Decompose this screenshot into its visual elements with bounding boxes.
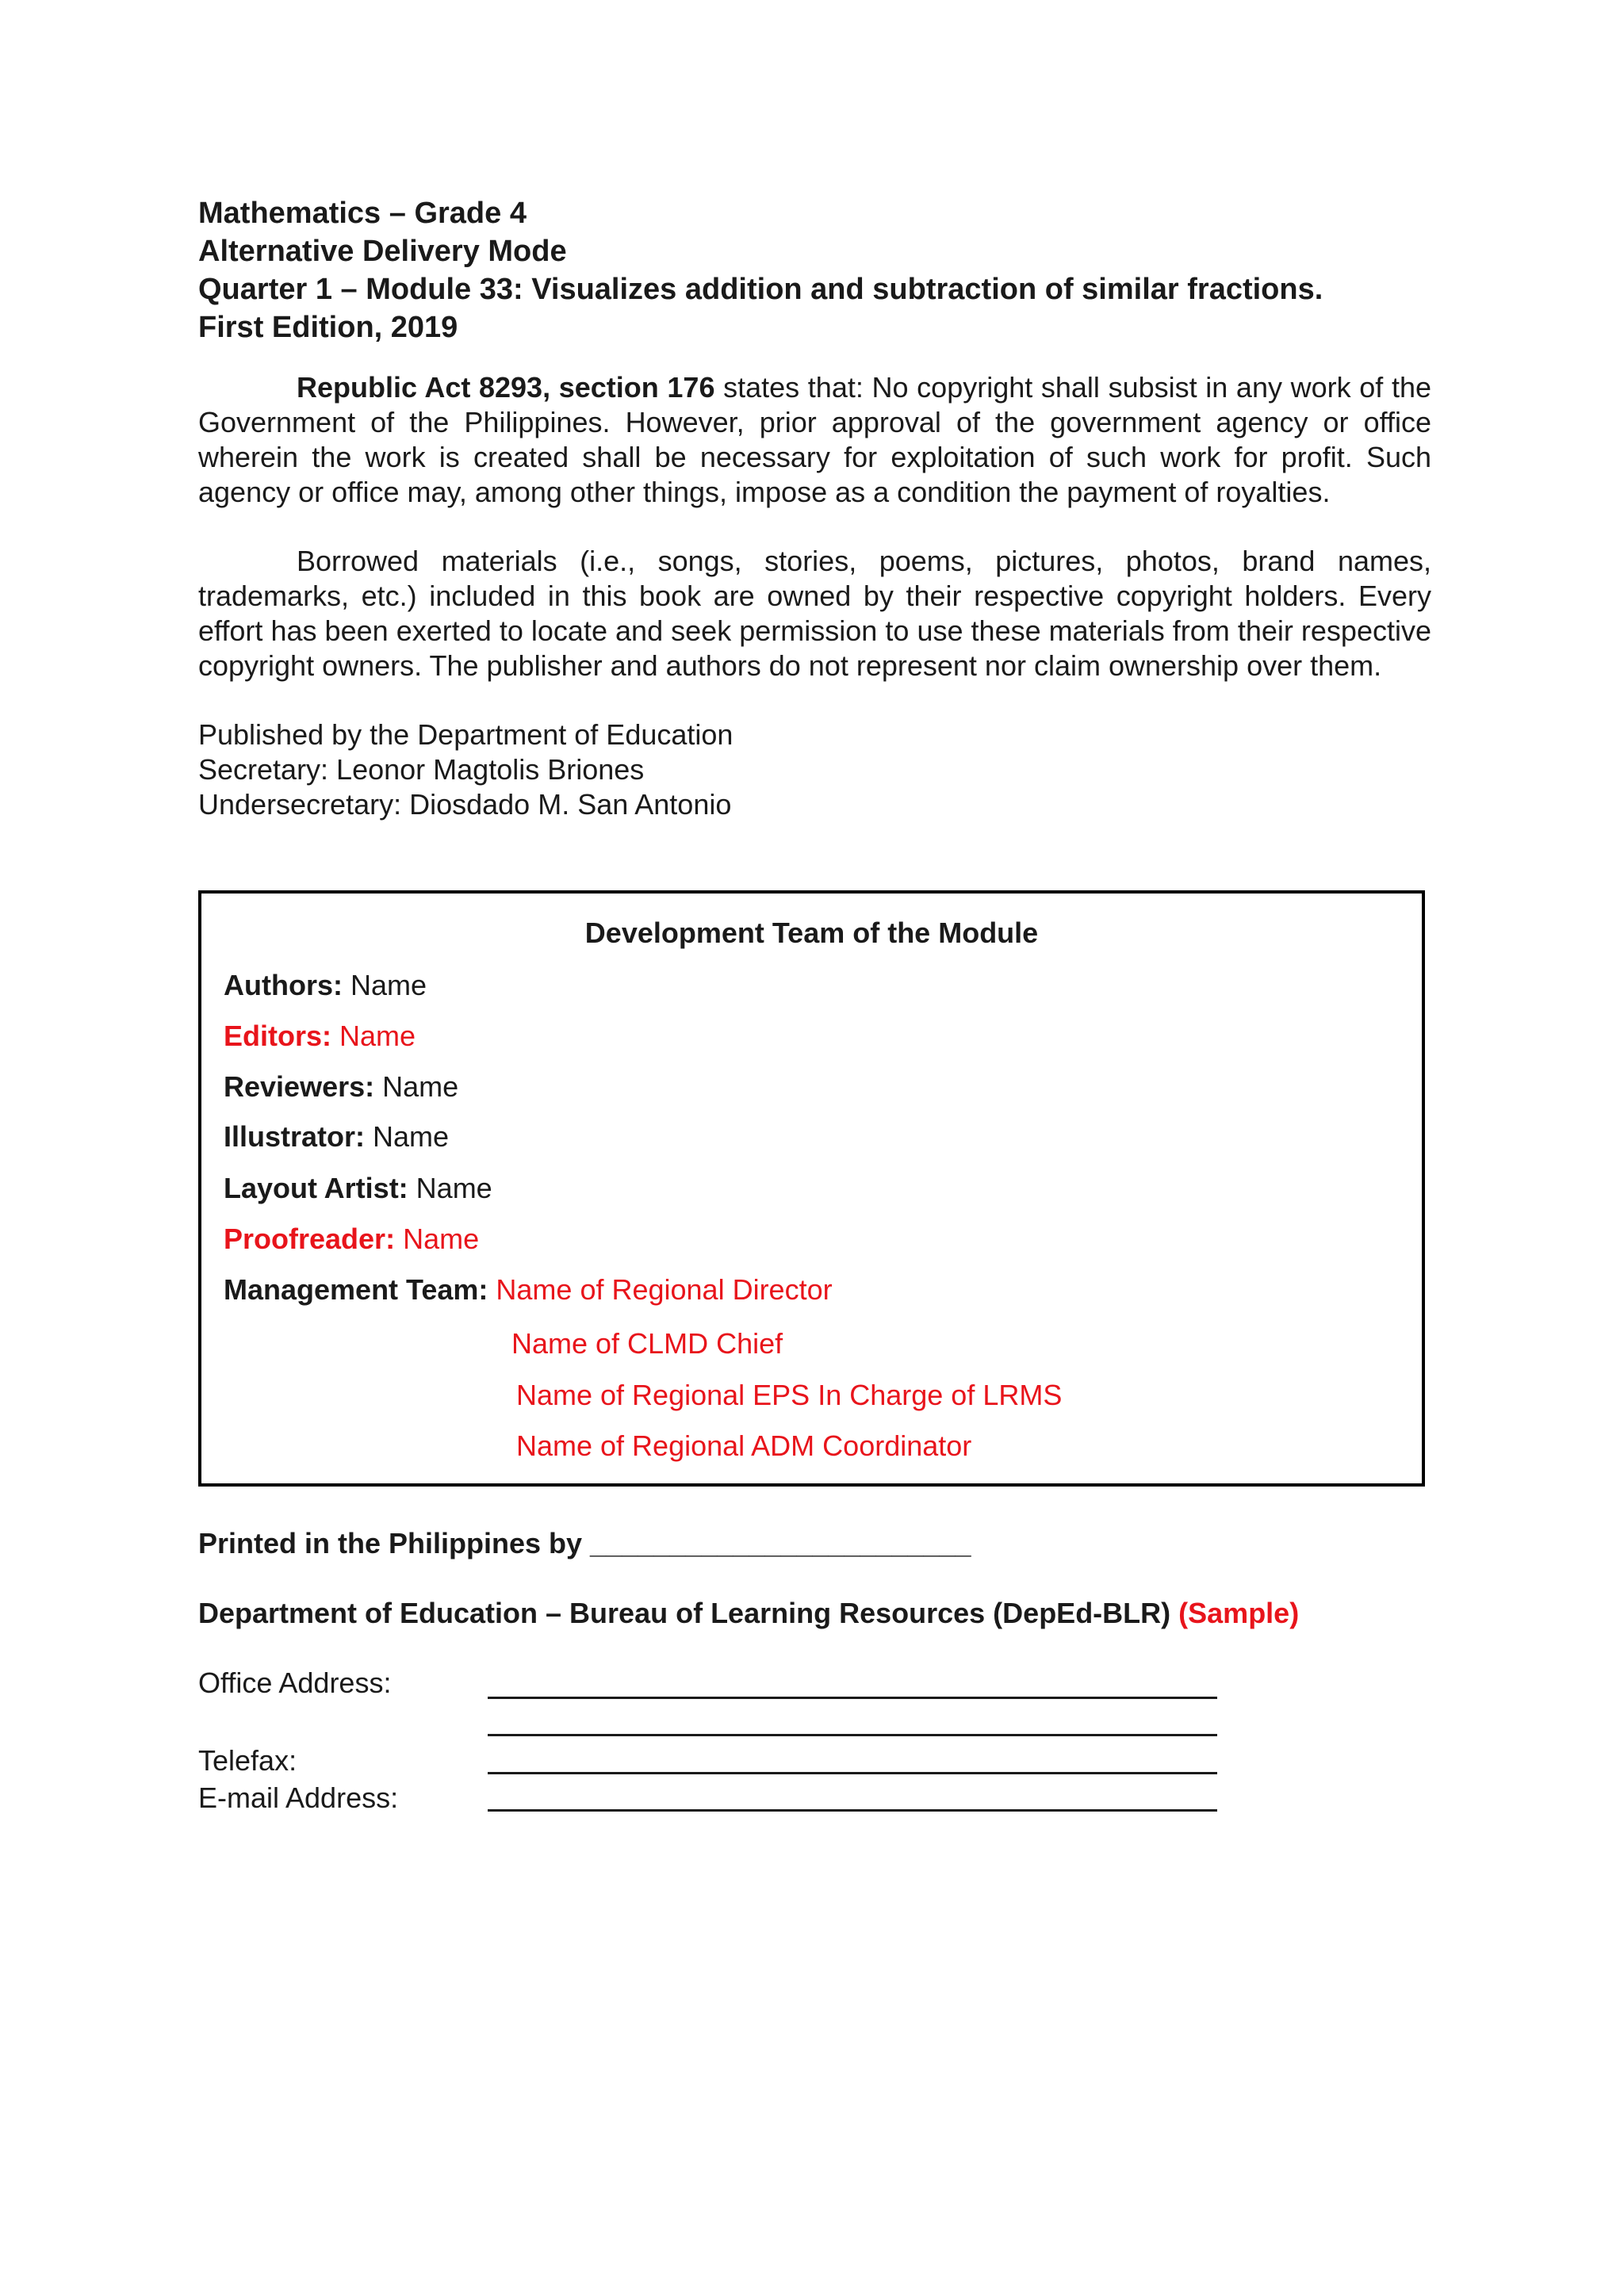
copyright-page	[198, 194, 1431, 1814]
deped-blr-line	[198, 1596, 1299, 1631]
authors-row	[224, 968, 427, 1003]
illustrator-value: Name	[365, 1120, 450, 1153]
reviewers-row	[224, 1070, 458, 1104]
telefax-label: Telefax:	[198, 1744, 297, 1777]
management-eps-lrms: Name of Regional EPS In Charge of LRMS	[516, 1379, 1063, 1411]
management-regional-director: Name of Regional Director	[488, 1273, 833, 1306]
published-by: Published by the Department of Education	[198, 718, 733, 751]
delivery-mode: Alternative Delivery Mode	[198, 235, 567, 268]
layout-artist-value: Name	[408, 1172, 492, 1204]
deped-blr-name: Department of Education – Bureau of Learning Resources (DepEd-BLR)	[198, 1597, 1179, 1629]
copyright-body: states that: No copyright shall subsist in any work of the Government of the Philippines. However, prior approval of the government agency or office wherein the work is created shall be necessary for exploitation of such work for profit. Such agency or office may, among other things, impose as a condition the payment of royalties.	[198, 371, 1431, 508]
office-address-line-2	[488, 1734, 1217, 1736]
publisher-info	[198, 718, 1431, 822]
copyright-paragraph	[198, 370, 1431, 510]
layout-artist-row	[224, 1171, 492, 1206]
management-adm-coordinator: Name of Regional ADM Coordinator	[516, 1429, 972, 1462]
republic-act-reference: Republic Act 8293, section 176	[297, 371, 715, 404]
document-header	[198, 194, 1431, 346]
editors-label: Editors:	[224, 1020, 332, 1052]
printed-by: Printed in the Philippines by ________________________	[198, 1527, 971, 1559]
development-team-title: Development Team of the Module	[584, 916, 1039, 949]
office-address-line-1	[488, 1697, 1217, 1699]
reviewers-label: Reviewers:	[224, 1070, 375, 1103]
layout-artist-label: Layout Artist:	[224, 1172, 408, 1204]
authors-value: Name	[342, 969, 427, 1001]
undersecretary: Undersecretary: Diosdado M. San Antonio	[198, 788, 732, 821]
reviewers-value: Name	[374, 1070, 459, 1103]
email-address-label: E-mail Address:	[198, 1781, 399, 1814]
management-clmd-chief: Name of CLMD Chief	[511, 1327, 783, 1360]
edition: First Edition, 2019	[198, 311, 458, 344]
illustrator-row	[224, 1119, 449, 1154]
secretary: Secretary: Leonor Magtolis Briones	[198, 753, 645, 786]
editors-row	[224, 1019, 416, 1054]
authors-label: Authors:	[224, 969, 343, 1001]
module-title: Quarter 1 – Module 33: Visualizes addition and subtraction of similar fractions.	[198, 273, 1323, 306]
management-team-row	[224, 1272, 833, 1307]
telefax-line	[488, 1772, 1217, 1774]
illustrator-label: Illustrator:	[224, 1120, 366, 1153]
sample-tag: (Sample)	[1178, 1597, 1300, 1629]
proofreader-value: Name	[395, 1223, 480, 1255]
editors-value: Name	[331, 1020, 416, 1052]
borrowed-materials-paragraph: Borrowed materials (i.e., songs, stories, poems, pictures, photos, brand names, trademarks, etc.) included in this book are owned by their respective copyright holders. Every effort has been exerted to locate and seek permission to use these materials from their respective copyright owners. The publisher and authors do not represent nor claim ownership over them.	[198, 545, 1431, 682]
proofreader-row	[224, 1222, 479, 1257]
management-team-label: Management Team:	[224, 1273, 488, 1306]
proofreader-label: Proofreader:	[224, 1223, 396, 1255]
subject-title: Mathematics – Grade 4	[198, 197, 527, 230]
office-address-label: Office Address:	[198, 1667, 392, 1699]
development-team-box	[198, 890, 1425, 1487]
email-address-line	[488, 1809, 1217, 1812]
